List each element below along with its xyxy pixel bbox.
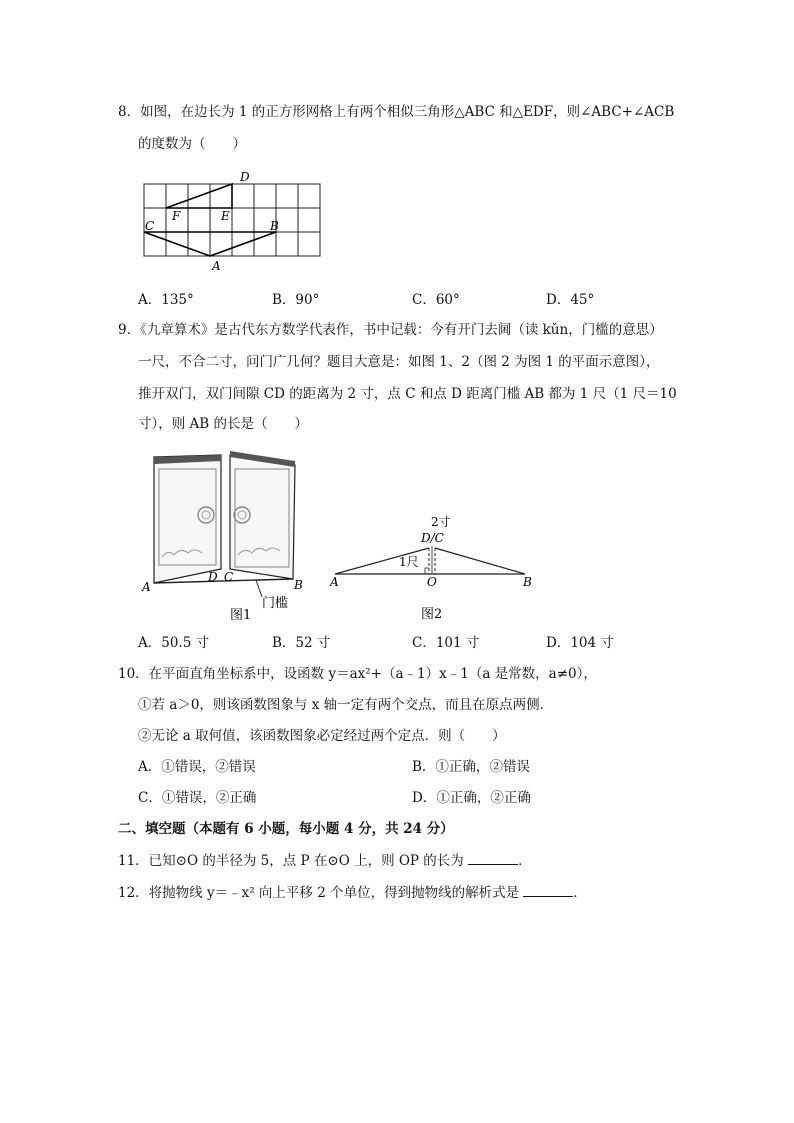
q11-end: ． [518,853,532,869]
fig2-caption: 图2 [421,607,443,622]
q9-figure1-doors [138,445,318,625]
q8-grid-figure [138,168,328,274]
fig1-label-c: C [224,570,234,584]
q10-statement-2: ②无论 a 取何值，该函数图象必定经过两个定点．则（ ） [138,728,506,744]
q8-label-c: C [145,219,155,233]
q8-option-b: B．90° [272,292,320,308]
q8-line2: 的度数为（ ） [138,136,246,152]
q10-statement-1: ①若 a＞0，则该函数图象与 x 轴一定有两个交点，而且在原点两侧． [138,697,554,713]
q9-option-d: D．104 寸 [546,635,614,651]
q9-figure2-diagram [325,510,535,626]
fig2-top-label: 2寸 [431,515,451,529]
q10-option-a: A．①错误，②错误 [138,759,256,775]
q9-option-b: B．52 寸 [272,635,331,651]
fig2-label-a: A [330,575,339,589]
fig1-label-d: D [208,570,218,584]
fig1-caption: 图1 [230,608,252,623]
q12-text: 12．将抛物线 y＝﹣x² 向上平移 2 个单位，得到抛物线的解析式是 [118,885,520,901]
q9-option-c: C．101 寸 [412,635,480,651]
fig2-dc-label: D/C [421,531,444,545]
q8-label-b: B [270,219,279,233]
q11-text: 11．已知⊙O 的半径为 5，点 P 在⊙O 上，则 OP 的长为 [118,853,464,869]
q8-label-f: F [172,209,181,223]
q11-answer-blank[interactable] [468,850,518,865]
q10-option-c: C．①错误，②正确 [138,790,257,806]
q9-line3: 推开双门，双门间隙 CD 的距离为 2 寸，点 C 和点 D 距离门槛 AB 都为 1 尺（1 尺＝10 [138,386,677,402]
q9-option-a: A．50.5 寸 [138,635,210,651]
fig2-label-b: B [523,575,532,589]
q8-option-d: D．45° [546,292,595,308]
q8-option-a: A．135° [138,292,194,308]
q8-label-a: A [212,259,221,273]
q10-line1: 10．在平面直角坐标系中，设函数 y＝ax²+（a﹣1）x﹣1（a 是常数，a≠0）， [118,666,597,682]
fig2-side-label: 1尺 [399,555,419,569]
q9-line1: 9．《九章算术》是古代东方数学代表作，书中记载：今有开门去阃（读 kǔn，门槛的意思） [118,322,663,338]
fig1-label-a: A [142,580,151,594]
q9-line4: 寸），则 AB 的长是（ ） [138,416,309,432]
q12-end: ． [573,885,587,901]
q8-label-d: D [240,170,250,184]
q8-line1: 8．如图，在边长为 1 的正方形网格上有两个相似三角形△ABC 和△EDF，则∠ABC+∠ACB [118,104,675,120]
fig2-label-o: O [427,575,437,589]
q9-line2: 一尺，不合二寸，问门广几何？题目大意是：如图 1、2（图 2 为图 1 的平面示意图）， [138,354,660,370]
q11-line [118,850,532,871]
q12-answer-blank[interactable] [523,882,573,897]
fig1-threshold-label: 门槛 [262,596,289,611]
q8-option-c: C．60° [412,292,460,308]
section-title: 二、填空题（本题有 6 小题，每小题 4 分，共 24 分） [118,821,454,837]
q10-option-d: D．①正确，②正确 [412,790,531,806]
q8-label-e: E [221,209,230,223]
fig1-label-b: B [294,578,303,592]
q10-option-b: B．①正确，②错误 [412,759,530,775]
q12-line [118,882,587,903]
